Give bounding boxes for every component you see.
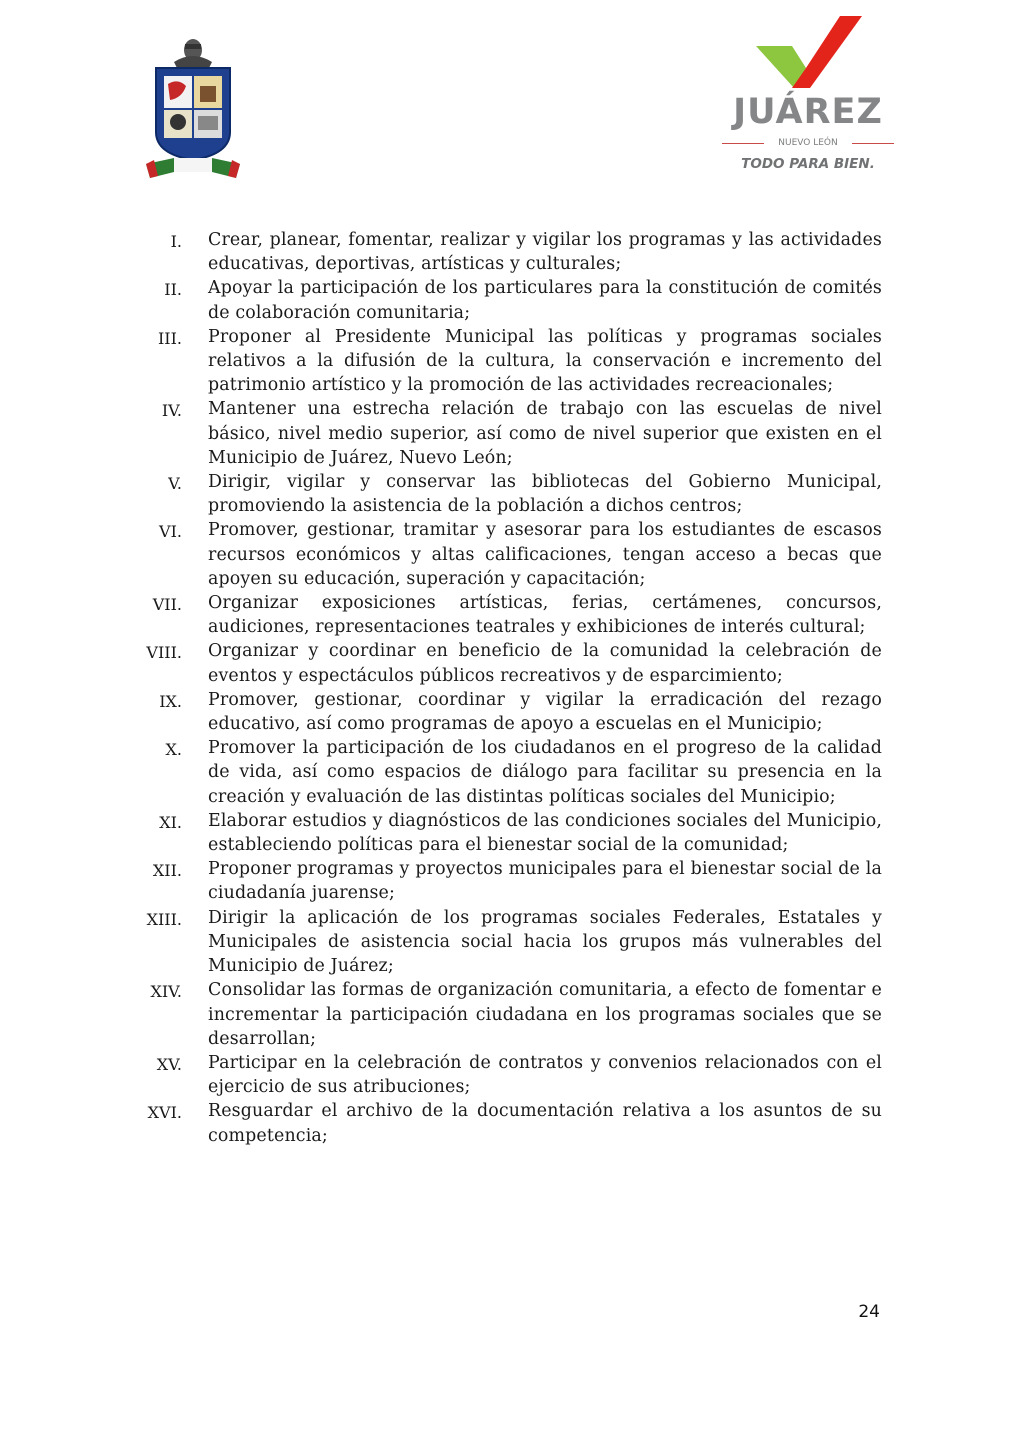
list-item [132, 736, 882, 809]
list-item-number: III. [157, 328, 182, 348]
list-item-text: Consolidar las formas de organización comunitaria, a efecto de fomentar e incrementar la participación ciudadana en los programas sociales que se desarrollan; [208, 980, 882, 1049]
list-item-number: XI. [159, 812, 182, 832]
list-item-text: Proponer programas y proyectos municipales para el bienestar social de la ciudadanía juarense; [208, 859, 882, 904]
list-item-number: XIV. [150, 982, 182, 1002]
list-item [132, 1051, 882, 1099]
list-item-number: XII. [152, 861, 182, 881]
list-item [132, 276, 882, 324]
list-item [132, 809, 882, 857]
list-item-number: VII. [152, 595, 182, 615]
list-item-text: Dirigir, vigilar y conservar las bibliotecas del Gobierno Municipal, promoviendo la asistencia de la población a dichos centros; [208, 472, 882, 517]
list-item-text: Promover, gestionar, tramitar y asesorar para los estudiantes de escasos recursos económicos y altas calificaciones, tengan acceso a becas que apoyen su educación, superación y capacitación; [208, 520, 882, 589]
list-item-number: VI. [159, 522, 182, 542]
list-item-number: IX. [159, 691, 182, 711]
list-item [132, 978, 882, 1051]
list-item [132, 591, 882, 639]
list-item-text: Apoyar la participación de los particulares para la constitución de comités de colaboración comunitaria; [208, 278, 882, 323]
page-number: 24 [858, 1302, 880, 1322]
list-item-text: Organizar y coordinar en beneficio de la comunidad la celebración de eventos y espectáculos públicos recreativos y de esparcimiento; [208, 641, 882, 686]
list-item-number: V. [168, 474, 182, 494]
list-item [132, 325, 882, 398]
list-item-text: Resguardar el archivo de la documentación relativa a los asuntos de su competencia; [208, 1101, 882, 1146]
list-item-number: XIII. [146, 909, 182, 929]
list-item-number: XVI. [147, 1103, 182, 1123]
brand-subtitle: NUEVO LEÓN [778, 138, 838, 148]
list-item-text: Crear, planear, fomentar, realizar y vigilar los programas y las actividades educativas, deportivas, artísticas y culturales; [208, 230, 882, 275]
juarez-brand-logo [716, 14, 900, 178]
list-item-text: Proponer al Presidente Municipal las políticas y programas sociales relativos a la difusión de la cultura, la conservación e incremento del patrimonio artístico y la promoción de las actividades recreacionales; [208, 326, 882, 396]
brand-tagline: TODO PARA BIEN. [741, 156, 875, 172]
list-item-text: Promover, gestionar, coordinar y vigilar la erradicación del rezago educativo, así como programas de apoyo a escuelas en el Municipio; [208, 689, 882, 735]
list-item [132, 470, 882, 518]
attributions-list [132, 228, 882, 1148]
list-item-text: Participar en la celebración de contratos y convenios relacionados con el ejercicio de sus atribuciones; [208, 1052, 882, 1098]
list-item-text: Elaborar estudios y diagnósticos de las condiciones sociales del Municipio, estableciendo políticas para el bienestar social de la comunidad; [208, 810, 882, 856]
list-item-number: II. [164, 280, 182, 300]
list-item-number: VIII. [146, 643, 182, 663]
list-item-number: I. [170, 232, 182, 251]
list-item [132, 518, 882, 591]
list-item-text: Mantener una estrecha relación de trabajo con las escuelas de nivel básico, nivel medio superior, así como de nivel superior que existen en el Municipio de Juárez, Nuevo León; [208, 399, 882, 468]
divider [852, 143, 894, 144]
list-item [132, 906, 882, 979]
list-item-text: Promover la participación de los ciudadanos en el progreso de la calidad de vida, así como espacios de diálogo para facilitar su presencia en la creación y evaluación de las distintas políticas sociales del Municipio; [208, 738, 882, 807]
brand-name: JUÁREZ [733, 92, 883, 132]
list-item [132, 688, 882, 736]
list-item [132, 1099, 882, 1147]
list-item [132, 857, 882, 905]
list-item-number: IV. [161, 401, 182, 421]
list-item-number: X. [165, 740, 182, 760]
list-item-text: Organizar exposiciones artísticas, ferias, certámenes, concursos, audiciones, representaciones teatrales y exhibiciones de interés cultural; [208, 593, 882, 638]
checkmark-logo-icon [754, 14, 864, 88]
list-item [132, 228, 882, 276]
list-item [132, 639, 882, 687]
list-item [132, 397, 882, 470]
list-item-number: XV. [156, 1054, 182, 1074]
list-item-text: Dirigir la aplicación de los programas sociales Federales, Estatales y Municipales de asistencia social hacia los grupos más vulnerables del Municipio de Juárez; [208, 907, 882, 977]
brand-subtitle-row [722, 136, 894, 150]
municipal-coat-of-arms-icon [144, 36, 242, 184]
